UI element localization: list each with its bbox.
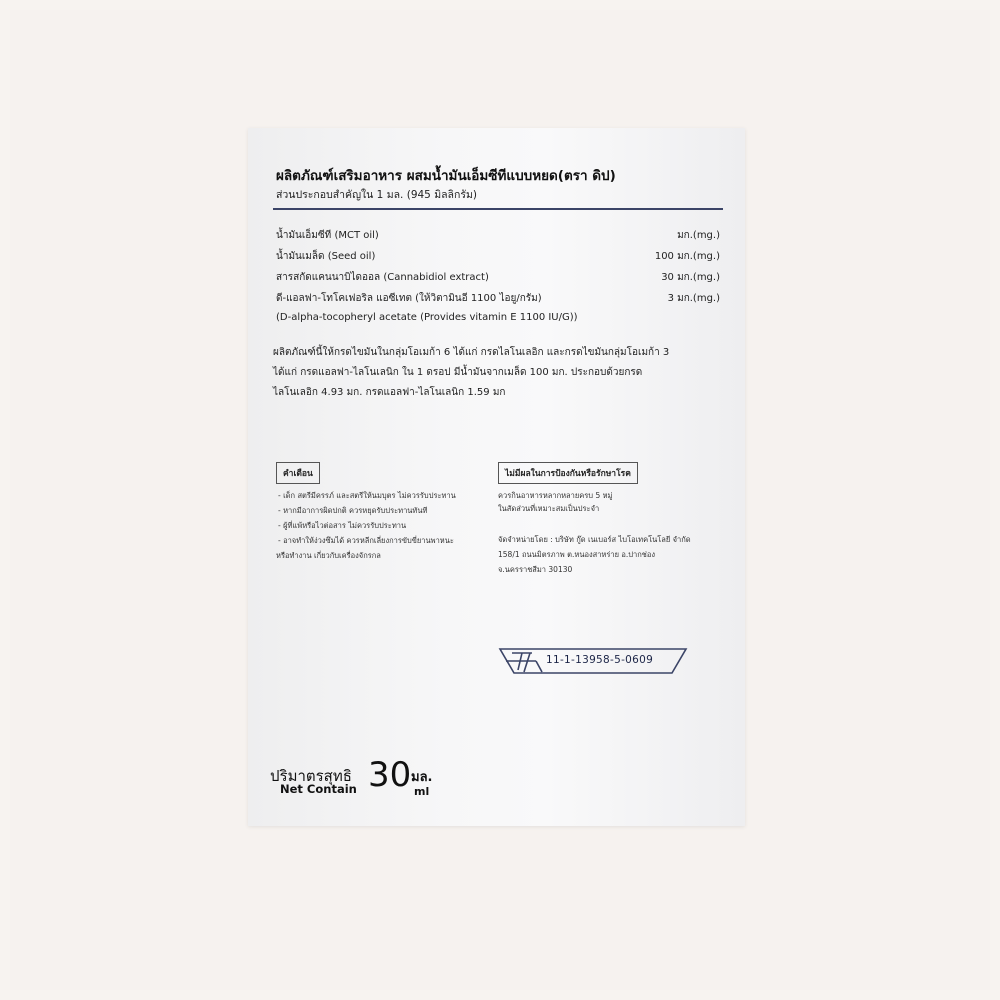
- ingredient-amount: 30 มก.(mg.): [661, 272, 720, 283]
- warning-label: คำเตือน: [276, 462, 320, 484]
- distributor-line: จ.นครราชสีมา 30130: [498, 565, 573, 574]
- description-line: ได้แก่ กรดแอลฟา-ไลโนเลนิก ใน 1 ดรอป มีน้ำมันจากเมล็ด 100 มก. ประกอบด้วยกรด: [273, 367, 643, 378]
- ingredient-amount: 3 มก.(mg.): [667, 293, 720, 304]
- ingredient-amount: มก.(mg.): [677, 230, 720, 241]
- ingredient-name: น้ำมันเมล็ด (Seed oil): [276, 251, 376, 262]
- notice-line: ควรกินอาหารหลากหลายครบ 5 หมู่: [498, 491, 613, 500]
- header-divider: [273, 208, 723, 210]
- composition-subtitle: ส่วนประกอบสำคัญใน 1 มล. (945 มิลลิกรัม): [276, 189, 478, 201]
- notice-line: ในสัดส่วนที่เหมาะสมเป็นประจำ: [498, 504, 600, 513]
- warning-item: - หากมีอาการผิดปกติ ควรหยุดรับประทานทันที: [278, 506, 428, 515]
- ingredient-name: สารสกัดแคนนาบิไดออล (Cannabidiol extract): [276, 272, 489, 283]
- net-content-label-en: Net Contain: [280, 782, 357, 796]
- description-line: ผลิตภัณฑ์นี้ให้กรดไขมันในกลุ่มโอเมก้า 6 ได้แก่ กรดไลโนเลอิก และกรดไขมันกลุ่มโอเมก้า 3: [273, 347, 670, 358]
- warning-item: หรือทำงาน เกี่ยวกับเครื่องจักรกล: [276, 551, 381, 560]
- net-content-unit-th: มล.: [411, 770, 433, 785]
- net-content-value: 30: [368, 755, 412, 795]
- net-content-label-th: ปริมาตรสุทธิ: [270, 767, 352, 785]
- notice-label: ไม่มีผลในการป้องกันหรือรักษาโรค: [498, 462, 638, 484]
- description-line: ไลโนเลอิก 4.93 มก. กรดแอลฟา-ไลโนเลนิก 1.59 มก: [273, 387, 506, 398]
- net-content-unit-en: ml: [414, 785, 430, 798]
- warning-item: - เด็ก สตรีมีครรภ์ และสตรีให้นมบุตร ไม่ควรรับประทาน: [278, 491, 456, 500]
- ingredient-name: (D-alpha-tocopheryl acetate (Provides vitamin E 1100 IU/G)): [276, 312, 578, 323]
- ingredient-amount: 100 มก.(mg.): [654, 251, 720, 262]
- ingredient-name: น้ำมันเอ็มซีที (MCT oil): [276, 230, 379, 241]
- ingredient-name: ดี-แอลฟา-โทโคเฟอริล แอซีเทต (ให้วิตามินอี 1100 ไอยู/กรัม): [276, 293, 542, 304]
- product-title: ผลิตภัณฑ์เสริมอาหาร ผสมน้ำมันเอ็มซีทีแบบหยด(ตรา ดิป): [276, 168, 616, 184]
- warning-item: - ผู้ที่แพ้หรือไวต่อสาร ไม่ควรรับประทาน: [278, 521, 407, 530]
- warning-item: - อาจทำให้ง่วงซึมได้ ควรหลีกเลี่ยงการขับขี่ยานพาหนะ: [278, 536, 454, 545]
- distributor-line: 158/1 ถนนมิตรภาพ ต.หนองสาหร่าย อ.ปากช่อง: [498, 550, 656, 559]
- distributor-line: จัดจำหน่ายโดย : บริษัท กู๊ด เนเบอร์ส ไบโอเทคโนโลยี จำกัด: [498, 535, 691, 544]
- fda-registration-number: 11-1-13958-5-0609: [546, 654, 654, 666]
- product-label-card: [248, 128, 745, 826]
